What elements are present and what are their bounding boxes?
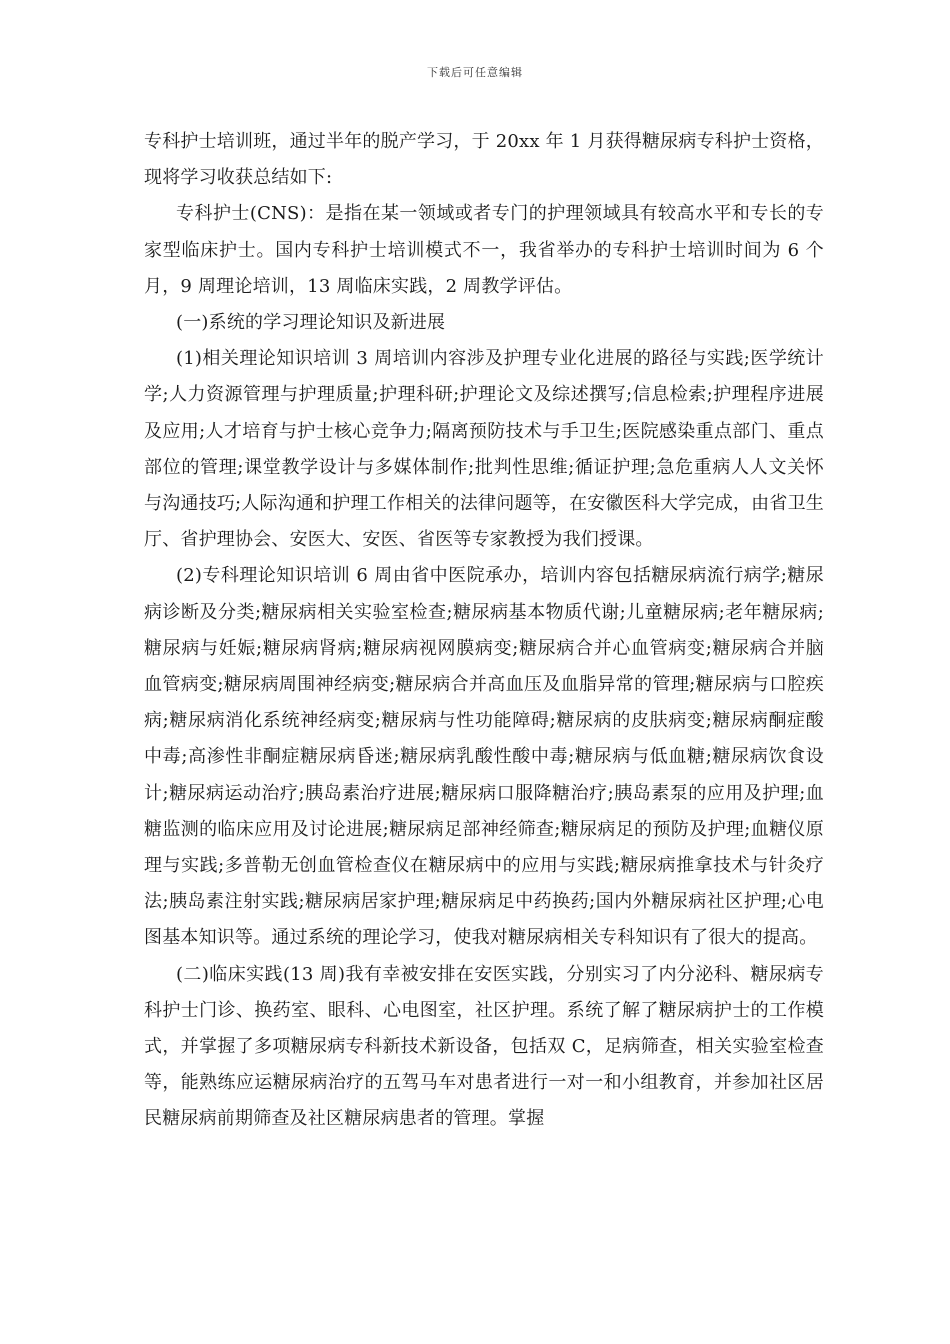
paragraph-specialty-theory-training: (2)专科理论知识培训 6 周由省中医院承办，培训内容包括糖尿病流行病学;糖尿病诊断及分类;糖尿病相关实验室检查;糖尿病基本物质代谢;儿童糖尿病;老年糖尿病;糖尿病与妊娠;糖尿病肾病;糖尿病视网膜病变;糖尿病合并心血管病变;糖尿病合并脑血管病变;糖尿病周围神经病变;糖尿病合并高血压及血脂异常的管理;糖尿病与口腔疾病;糖尿病消化系统神经病变;糖尿病与性功能障碍;糖尿病的皮肤病变;糖尿病酮症酸中毒;高渗性非酮症糖尿病昏迷;糖尿病乳酸性酸中毒;糖尿病与低血糖;糖尿病饮食设计;糖尿病运动治疗;胰岛素治疗进展;糖尿病口服降糖治疗;胰岛素泵的应用及护理;血糖监测的临床应用及讨论进展;糖尿病足部神经筛查;糖尿病足的预防及护理;血糖仪原理与实践;多普勒无创血管检查仪在糖尿病中的应用与实践;糖尿病推拿技术与针灸疗法;胰岛素注射实践;糖尿病居家护理;糖尿病足中药换药;国内外糖尿病社区护理;心电图基本知识等。通过系统的理论学习，使我对糖尿病相关专科知识有了很大的提高。	[144, 565, 824, 949]
paragraph-cns-definition: 专科护士(CNS)：是指在某一领域或者专门的护理领域具有较高水平和专长的专家型临床护士。国内专科护士培训模式不一，我省举办的专科护士培训时间为 6 个月，9 周理论培训，13 周临床实践，2 周教学评估。	[144, 203, 824, 297]
document-body	[144, 124, 824, 1138]
paragraph-intro-continued: 专科护士培训班，通过半年的脱产学习，于 20xx 年 1 月获得糖尿病专科护士资格，现将学习收获总结如下:	[144, 131, 824, 189]
paragraph-clinical-practice: (二)临床实践(13 周)我有幸被安排在安医实践，分别实习了内分泌科、糖尿病专科护士门诊、换药室、眼科、心电图室，社区护理。系统了解了糖尿病护士的工作模式，并掌握了多项糖尿病专科新技术新设备，包括双 C，足病筛查，相关实验室检查等，能熟练应运糖尿病治疗的五驾马车对患者进行一对一和小组教育，并参加社区居民糖尿病前期筛查及社区糖尿病患者的管理。掌握	[144, 963, 824, 1130]
paragraph-related-theory-training: (1)相关理论知识培训 3 周培训内容涉及护理专业化进展的路径与实践;医学统计学;人力资源管理与护理质量;护理科研;护理论文及综述撰写;信息检索;护理程序进展及应用;人才培育与护士核心竞争力;隔离预防技术与手卫生;医院感染重点部门、重点部位的管理;课堂教学设计与多媒体制作;批判性思维;循证护理;急危重病人人文关怀与沟通技巧;人际沟通和护理工作相关的法律问题等，在安徽医科大学完成，由省卫生厅、省护理协会、安医大、安医、省医等专家教授为我们授课。	[144, 348, 824, 551]
page-header: 下载后可任意编辑	[427, 66, 523, 79]
section-heading-theory: (一)系统的学习理论知识及新进展	[176, 312, 446, 334]
